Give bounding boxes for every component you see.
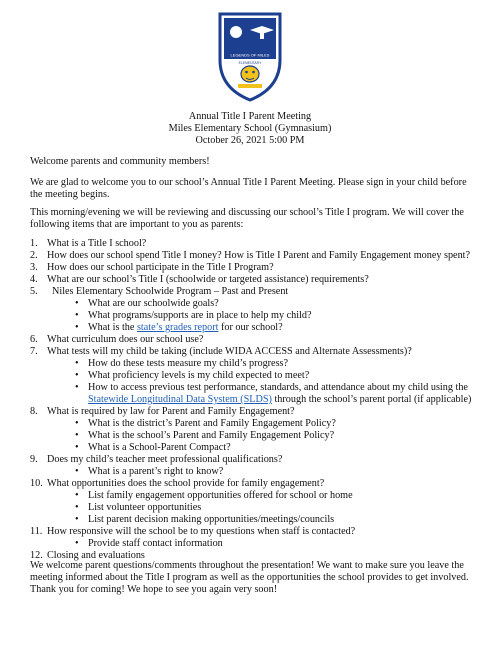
sub-list-item: • How do these tests measure my child’s progress? <box>75 358 289 369</box>
list-item: 7. What tests will my child be taking (include WIDA ACCESS and Alternate Assessments)? <box>30 346 412 357</box>
agenda-list <box>30 238 480 562</box>
school-crest-logo <box>216 8 284 102</box>
list-item: 5. Niles Elementary Schoolwide Program – Past and Present <box>30 286 289 297</box>
list-item: 4. What are our school’s Title I (schoolwide or targeted assistance) requirements? <box>30 274 369 285</box>
list-item: 2. How does our school spend Title I money? How is Title I Parent and Family Engagement money spent? <box>30 250 471 261</box>
state-grades-report-link[interactable]: state’s grades report <box>136 322 219 333</box>
sub-list-item: • What is the district’s Parent and Family Engagement Policy? <box>75 418 336 429</box>
list-item: 1. What is a Title I school? <box>30 238 147 249</box>
list-item: 8. What is required by law for Parent and Family Engagement? <box>30 406 295 417</box>
sub-list-item: • What is the school’s Parent and Family Engagement Policy? <box>75 430 335 441</box>
glad-paragraph: We are glad to welcome you to our school’s Annual Title I Parent Meeting. Please sign in your child before the meeting begins. <box>30 177 467 200</box>
overview-paragraph: This morning/evening we will be reviewing and discussing our school’s Title I program. We will cover the following items that are important to you as parents: <box>30 207 464 230</box>
sub-list-item: • What proficiency levels is my child expected to meet? <box>75 370 310 381</box>
list-item: 11. How responsive will the school be to my questions when staff is contacted? <box>30 526 356 537</box>
sub-list-item: • What is a parent’s right to know? <box>75 466 224 477</box>
sub-list-item: • List volunteer opportunities <box>75 502 202 513</box>
sub-list-item: • How to access previous test performance, standards, and attendance about my child using the Statewide Longitudinal Data System (SLDS) through the school’s parent portal (if applicable) <box>75 382 472 405</box>
meeting-location: Miles Elementary School (Gymnasium) <box>168 123 332 134</box>
meeting-header <box>0 111 500 147</box>
sub-list-item: • What is a School-Parent Compact? <box>75 442 231 453</box>
list-item: 10. What opportunities does the school provide for family engagement? <box>30 478 325 489</box>
sub-list-item: • Provide staff contact information <box>75 538 223 549</box>
logo-banner-text: LEGENDS OF MILES <box>230 52 270 58</box>
sub-list-item: • What are our schoolwide goals? <box>75 298 219 309</box>
list-item: 9. Does my child’s teacher meet professional qualifications? <box>30 454 283 465</box>
list-item: 12. Closing and evaluations <box>30 550 145 561</box>
sub-list-item: • List parent decision making opportunities/meetings/councils <box>75 514 335 525</box>
sub-list-item: • What programs/supports are in place to help my child? <box>75 310 312 321</box>
welcome-paragraph: Welcome parents and community members! <box>30 156 210 167</box>
sub-list-item: • What is the state’s grades report for our school? <box>75 322 283 333</box>
slds-link[interactable]: Statewide Longitudinal Data System (SLDS) <box>88 394 272 405</box>
logo-subtitle-text: ELEMENTARY <box>238 61 262 65</box>
sub-list-item: • List family engagement opportunities offered for school or home <box>75 490 353 501</box>
closing-paragraph: We welcome parent questions/comments throughout the presentation! We want to make sure you leave the meeting informed about the Title I program as well as the opportunities the school provides to get involved. Thank you for coming! We hope to see you again very soon! <box>30 560 469 595</box>
list-item: 6. What curriculum does our school use? <box>30 334 204 345</box>
meeting-date: October 26, 2021 5:00 PM <box>195 135 305 146</box>
list-item: 3. How does our school participate in the Title I Program? <box>30 262 274 273</box>
meeting-title: Annual Title I Parent Meeting <box>188 111 312 122</box>
